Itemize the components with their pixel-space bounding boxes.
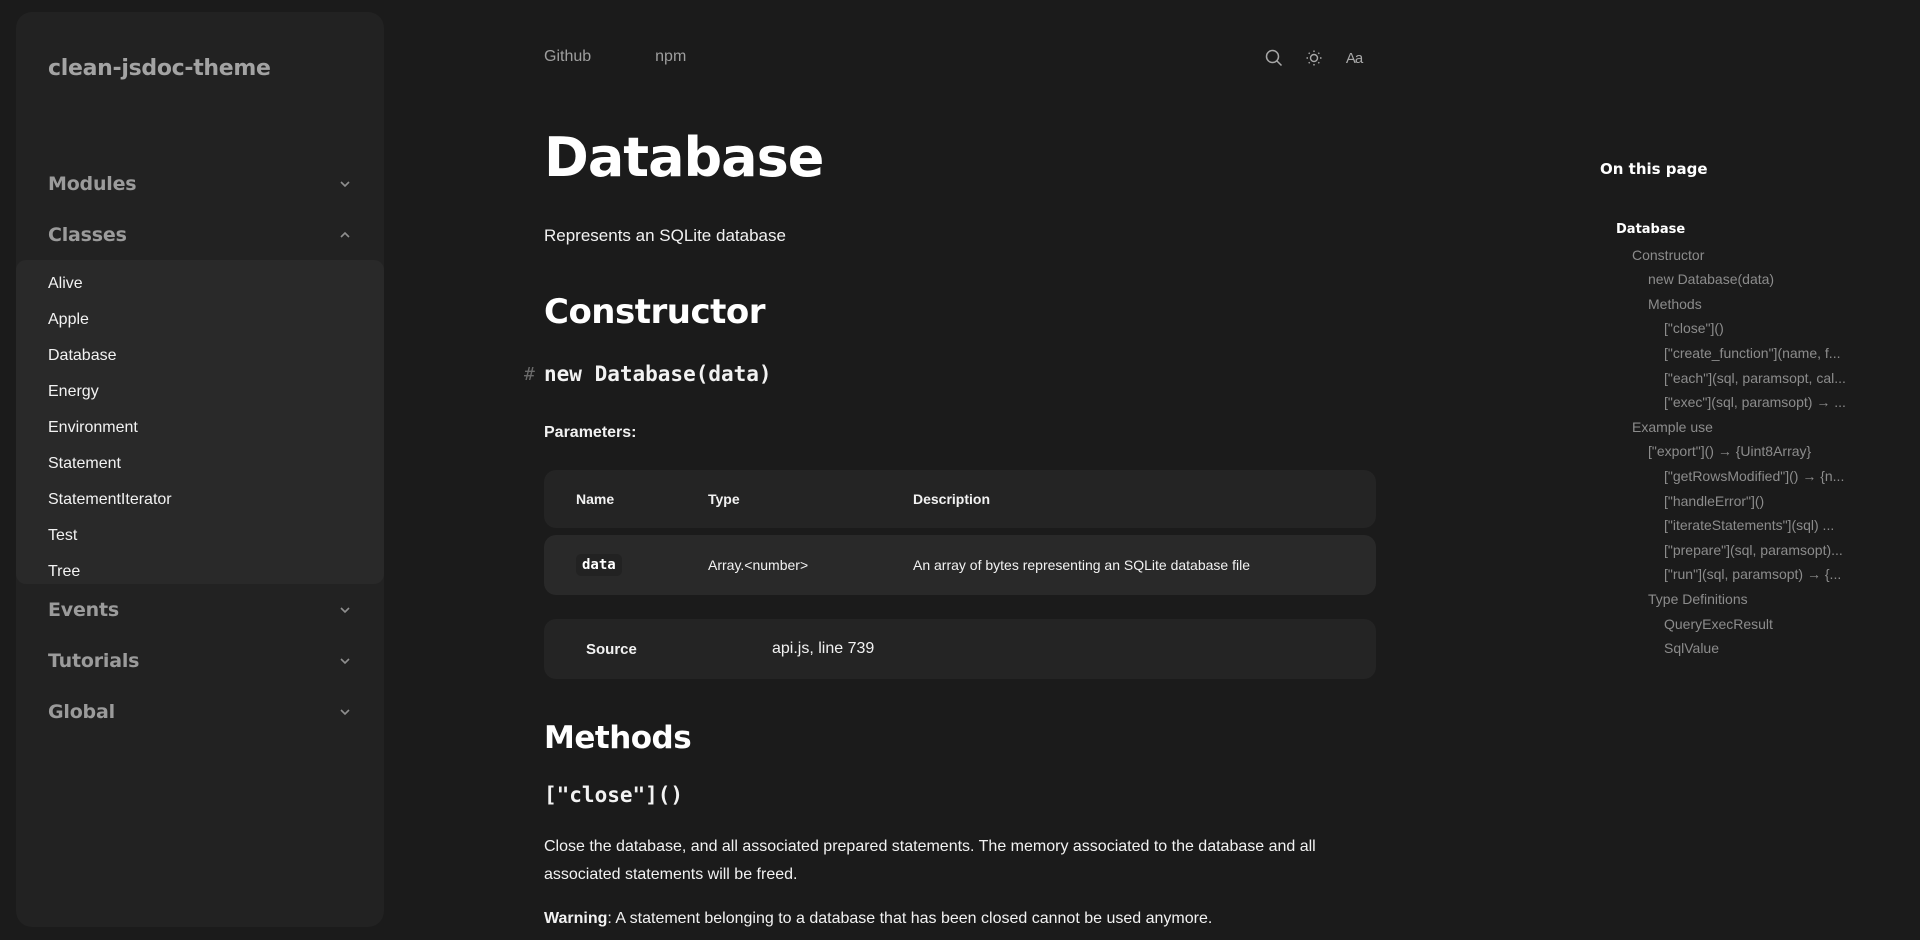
section-label: Modules: [48, 173, 137, 195]
class-list: [16, 260, 384, 584]
toc-item[interactable]: ["handleError"](): [1664, 492, 1765, 509]
method-close-description: Close the database, and all associated prepared statements. The memory associated to the database and all associated statements will be freed.: [544, 838, 1316, 883]
sidebar-item-statement[interactable]: Statement: [48, 455, 121, 472]
header-name: Name: [576, 491, 615, 507]
anchor-link[interactable]: #: [524, 364, 535, 385]
sidebar-section-events[interactable]: [16, 590, 384, 630]
toc-item[interactable]: ["create_function"](name, f...: [1664, 344, 1841, 361]
header-type: Type: [708, 491, 740, 507]
warning-text: : A statement belonging to a database that has been closed cannot be used anymore.: [607, 910, 1213, 927]
toc-item[interactable]: ["getRowsModified"]() → {n...: [1664, 467, 1845, 484]
method-close-warning: [544, 905, 1376, 933]
search-icon[interactable]: [1264, 48, 1284, 68]
source-label: Source: [586, 640, 637, 658]
constructor-signature: [524, 362, 772, 386]
toc-item[interactable]: ["close"](): [1664, 320, 1724, 337]
toc-item[interactable]: ["iterateStatements"](sql) ...: [1664, 517, 1835, 534]
toc-item[interactable]: SqlValue: [1664, 640, 1720, 657]
toc-item[interactable]: Database: [1616, 222, 1686, 237]
sidebar-section-modules[interactable]: [16, 164, 384, 204]
chevron-down-icon: [338, 603, 352, 617]
toc-item[interactable]: Example use: [1632, 418, 1713, 435]
header-description: Description: [913, 491, 991, 507]
toc-title: On this page: [1600, 160, 1708, 178]
signature-text: new Database(data): [544, 362, 772, 386]
sidebar-item-environment[interactable]: Environment: [48, 419, 138, 436]
methods-heading: Methods: [544, 720, 692, 756]
github-link[interactable]: Github: [544, 48, 592, 65]
page-title: Database: [544, 126, 824, 189]
chevron-down-icon: [338, 654, 352, 668]
toc-item[interactable]: ["each"](sql, paramsopt, cal...: [1664, 369, 1846, 386]
sidebar-item-statementiterator[interactable]: StatementIterator: [48, 491, 172, 508]
chevron-up-icon: [338, 228, 352, 242]
font-size-icon[interactable]: Aa: [1345, 49, 1363, 67]
class-description: Represents an SQLite database: [544, 226, 786, 245]
table-row: [544, 535, 1376, 595]
toc-item[interactable]: ["run"](sql, paramsopt) → {...: [1664, 566, 1842, 583]
section-label: Global: [48, 701, 115, 723]
chevron-down-icon: [338, 177, 352, 191]
chevron-down-icon: [338, 705, 352, 719]
sidebar: [16, 12, 384, 927]
sidebar-item-apple[interactable]: Apple: [48, 311, 89, 328]
sidebar-section-classes[interactable]: [16, 215, 384, 255]
toc-item[interactable]: ["export"]() → {Uint8Array}: [1648, 443, 1812, 460]
top-nav: [544, 48, 686, 66]
warning-label: Warning: [544, 910, 608, 927]
sidebar-section-global[interactable]: [16, 692, 384, 732]
parameters-label: Parameters:: [544, 424, 637, 441]
method-close-signature: ["close"](): [544, 783, 684, 807]
section-label: Tutorials: [48, 650, 140, 672]
toc-item[interactable]: new Database(data): [1648, 271, 1775, 288]
toc-item[interactable]: Type Definitions: [1648, 590, 1748, 607]
toc-item[interactable]: Constructor: [1632, 246, 1705, 263]
section-label: Events: [48, 599, 119, 621]
top-icons: [1264, 48, 1364, 68]
toc-list: [1600, 218, 1900, 661]
sidebar-item-test[interactable]: Test: [48, 527, 78, 544]
toc-item[interactable]: Methods: [1648, 295, 1702, 312]
theme-toggle-icon[interactable]: [1304, 48, 1324, 68]
section-label: Classes: [48, 224, 127, 246]
source-box: [544, 619, 1376, 679]
param-description: An array of bytes representing an SQLite database file: [913, 557, 1250, 573]
constructor-heading: Constructor: [544, 292, 766, 332]
brand-title[interactable]: clean-jsdoc-theme: [48, 56, 271, 81]
sidebar-item-database[interactable]: Database: [48, 347, 117, 364]
param-name: data: [576, 554, 622, 576]
source-link[interactable]: api.js, line 739: [772, 640, 875, 657]
toc-item[interactable]: ["prepare"](sql, paramsopt)...: [1664, 541, 1843, 558]
params-table-header: [544, 470, 1376, 528]
npm-link[interactable]: npm: [655, 48, 687, 65]
sidebar-item-energy[interactable]: Energy: [48, 383, 99, 400]
sidebar-item-tree[interactable]: Tree: [48, 563, 81, 580]
toc-item[interactable]: ["exec"](sql, paramsopt) → ...: [1664, 394, 1846, 411]
param-type: Array.<number>: [708, 557, 809, 573]
sidebar-section-tutorials[interactable]: [16, 641, 384, 681]
on-this-page: [1600, 160, 1900, 657]
sidebar-item-alive[interactable]: Alive: [48, 275, 83, 292]
toc-item[interactable]: QueryExecResult: [1664, 615, 1773, 632]
